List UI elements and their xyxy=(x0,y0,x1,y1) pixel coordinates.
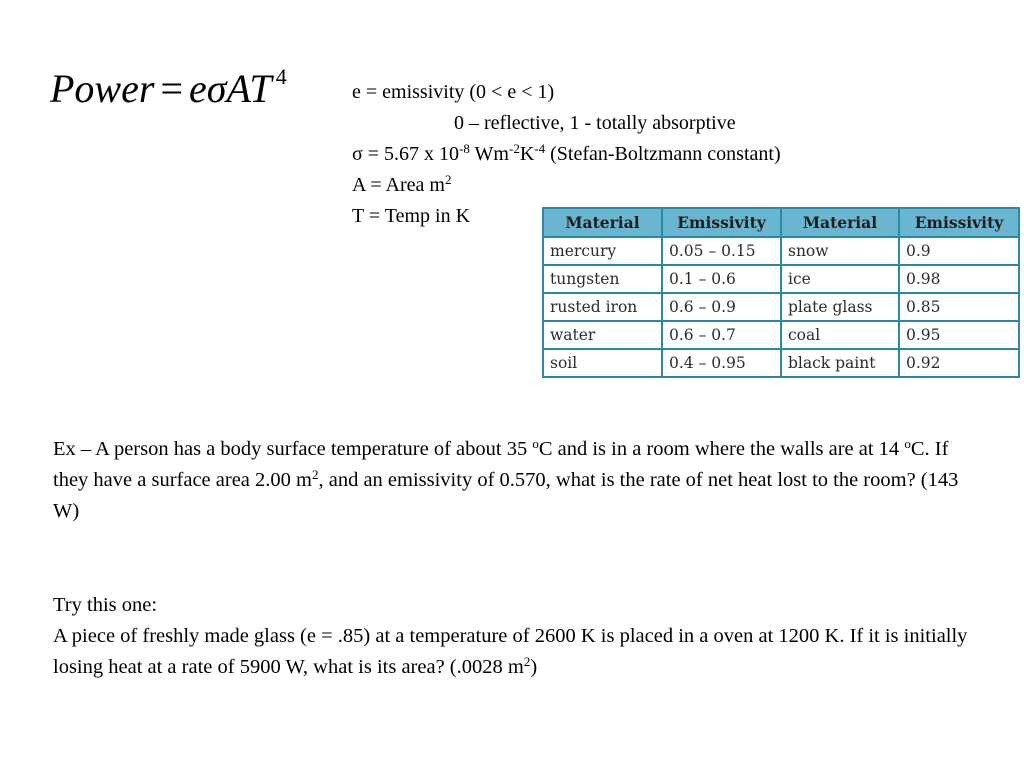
sigma-prefix: σ = 5.67 x 10 xyxy=(352,143,460,165)
area-text: A = Area m xyxy=(352,174,445,196)
practice-text: A piece of freshly made glass (e = .85) at a temperature of 2600 K is placed in a oven at 1200 K. If it is initially losing heat at a rate of 5900 W, what is its area? (.0028 m xyxy=(53,625,968,678)
power-formula xyxy=(50,66,287,109)
table-cell: 0.95 xyxy=(899,321,1019,349)
table-cell: plate glass xyxy=(781,293,899,321)
header-material: Material xyxy=(781,208,899,237)
table-header-row xyxy=(543,208,1019,237)
try-this-heading: Try this one: xyxy=(53,594,158,616)
header-emissivity: Emissivity xyxy=(899,208,1019,237)
table-cell: ice xyxy=(781,265,899,293)
table-cell: rusted iron xyxy=(543,293,662,321)
sigma-exponent: -8 xyxy=(459,141,470,156)
table-cell: coal xyxy=(781,321,899,349)
table-cell: water xyxy=(543,321,662,349)
table-cell: soil xyxy=(543,349,662,377)
sigma-unit-w: Wm xyxy=(469,143,509,165)
table-cell: 0.4 – 0.95 xyxy=(662,349,781,377)
table-cell: tungsten xyxy=(543,265,662,293)
area-definition xyxy=(352,170,781,201)
table-row xyxy=(543,321,1019,349)
emissivity-table xyxy=(542,207,1020,378)
example-problem xyxy=(53,434,973,527)
table-row xyxy=(543,265,1019,293)
table-cell: 0.85 xyxy=(899,293,1019,321)
header-emissivity: Emissivity xyxy=(662,208,781,237)
example-text: C. If they have a surface area 2.00 m xyxy=(53,438,949,491)
table-cell: 0.92 xyxy=(899,349,1019,377)
table-cell: mercury xyxy=(543,237,662,265)
formula-rhs: eσAT xyxy=(189,66,272,111)
table-cell: black paint xyxy=(781,349,899,377)
temperature-definition: T = Temp in K xyxy=(352,205,471,227)
sigma-label: (Stefan-Boltzmann constant) xyxy=(545,143,781,165)
practice-text: ) xyxy=(530,656,538,678)
sigma-unit-k: K xyxy=(519,143,535,165)
sigma-definition xyxy=(352,139,781,170)
squared-mark: 2 xyxy=(311,467,319,482)
area-exponent: 2 xyxy=(444,172,452,187)
table-cell: 0.1 – 0.6 xyxy=(662,265,781,293)
table-cell: snow xyxy=(781,237,899,265)
example-text: Ex – A person has a body surface temperature of about 35 xyxy=(53,438,533,460)
formula-exponent: 4 xyxy=(275,64,287,89)
formula-equals: = xyxy=(160,66,183,111)
example-text: C and is in a room where the walls are at 14 xyxy=(538,438,905,460)
table-cell: 0.05 – 0.15 xyxy=(662,237,781,265)
table-row xyxy=(543,293,1019,321)
example-text: , and an emissivity of 0.570, what is the rate of net heat lost to the room? (143 W) xyxy=(53,469,959,522)
table-cell: 0.98 xyxy=(899,265,1019,293)
degree-mark: o xyxy=(904,436,911,451)
degree-mark: o xyxy=(532,436,539,451)
table-cell: 0.6 – 0.9 xyxy=(662,293,781,321)
sigma-exponent: -4 xyxy=(534,141,546,156)
header-material: Material xyxy=(543,208,662,237)
sigma-exponent: -2 xyxy=(508,141,520,156)
practice-problem xyxy=(53,621,973,683)
table-row xyxy=(543,237,1019,265)
table-row xyxy=(543,349,1019,377)
formula-lhs: Power xyxy=(50,66,155,111)
emissivity-range: 0 – reflective, 1 - totally absorptive xyxy=(454,112,736,134)
table-cell: 0.9 xyxy=(899,237,1019,265)
squared-mark: 2 xyxy=(523,654,531,669)
table-cell: 0.6 – 0.7 xyxy=(662,321,781,349)
emissivity-definition: e = emissivity (0 < e < 1) xyxy=(352,81,555,103)
